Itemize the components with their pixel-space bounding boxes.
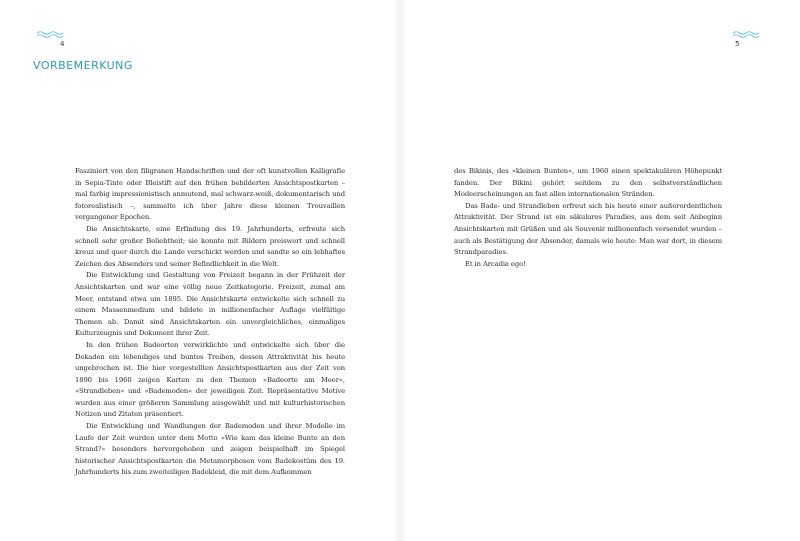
paragraph: des Bikinis, des »kleinen Bunten«, um 1960 einen spektakulären Höhepunkt fanden. Der Bikini gehört seitdem zu den selbstverständlichen Modeerscheinungen an fast allen internationalen Stränden. (454, 167, 722, 199)
paragraph: Das Bade- und Strandleben erfreut sich bis heute einer außerordentlichen Attraktivität. Der Strand ist ein säkulares Paradies, aus dem seit Anbeginn Ansichtskarten mit Grüßen und als Souvenir millionenfach versendet wurden – auch als Bestätigung der Absender, damals wie heute: Man war dort, in diesem Strandparadies. (454, 201, 722, 257)
paragraph: Et in Arcadia ego! (465, 259, 526, 268)
wave-ornament-icon (733, 30, 759, 38)
body-text (454, 166, 722, 270)
paragraph: Fasziniert von den filigranen Handschriften und der oft kunstvollen Kalligrafie in Sepia-Tinte oder Bleistift auf den frühen bebilderten Ansichtspostkarten – mal farbig impressionistisch anmutend, mal schwarz-weiß, dokumentarisch und fotorealistisch –, sammelte ich über Jahre diese kleinen Trouvaillen vergangener Epochen. (75, 167, 345, 222)
wave-ornament-icon (37, 30, 63, 38)
paragraph: Die Entwicklung und Wandlungen der Bademoden und ihrer Modelle im Laufe der Zeit wurden unter dem Motto »Wie kam das kleine Bunte an den Strand?« besonders hervorgehoben und zeigen beispielhaft im Spiegel historischer Ansichtspostkarten die Metamorphosen vom Badekostüm des 19. Jahrhunderts bis zum zweiteiligen Badekleid, die mit dem Aufkommen (75, 422, 345, 477)
paragraph: Die Ansichtskarte, eine Erfindung des 19. Jahrhunderts, erfreute sich schnell sehr großer Beliebtheit; sie konnte mit Bildern preiswert und schnell kreuz und quer durch die Lande verschickt werden und sandte so ein lebhaftes Zeichen des Absenders und seiner Befindlichkeit in die Welt. (75, 224, 345, 268)
page-number: 5 (735, 40, 740, 48)
right-page (400, 0, 800, 541)
paragraph: Die Entwicklung und Gestaltung von Freizeit begann in der Frühzeit der Ansichtskarten und war eine völlig neue Zeitkategorie. Freizeit, zumal am Meer, entstand etwa um 1895. Die Ansichtskarte entwickelte sich schnell zu einem Massenmedium und bildete in millionenfacher Auflage vielfältige Themen ab. Damit sind Ansichtskarten ein unvergleichliches, einmaliges Kulturzeugnis und Dokument ihrer Zeit. (75, 271, 345, 338)
body-text (75, 166, 345, 479)
page-number: 4 (60, 40, 65, 48)
paragraph: In den frühen Badeorten verwirklichte und entwickelte sich über die Dekaden ein lebendiges und buntes Treiben, dessen Attraktivität bis heute ungebrochen ist. Die hier vorgestellten Ansichtspostkarten aus der Zeit von 1890 bis 1960 zeigen Karten zu den Themen »Badeorte am Meer«, »Strandleben« und »Bademoden« der jeweiligen Zeit. Repräsentative Motive wurden aus einer größeren Sammlung ausgewählt und mit kulturhistorischen Notizen und Zitaten präsentiert. (75, 340, 345, 419)
section-heading: VORBEMERKUNG (33, 59, 133, 72)
